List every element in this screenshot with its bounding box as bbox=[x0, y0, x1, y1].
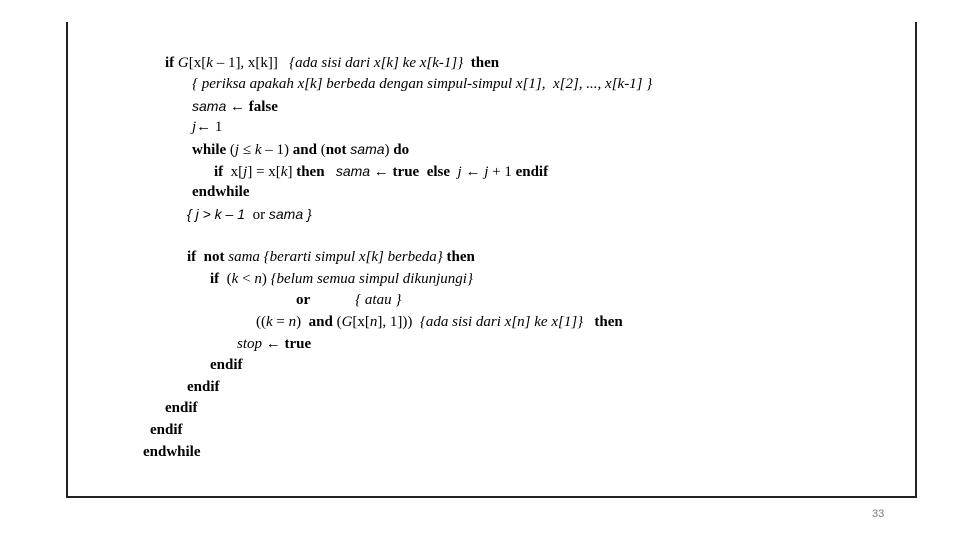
frame-bottom-border bbox=[66, 496, 917, 498]
code-token: if bbox=[210, 271, 220, 287]
code-token: true bbox=[392, 164, 420, 180]
code-token: n bbox=[369, 314, 378, 330]
code-token: {ada sisi dari x[k] ke x[k-1]} bbox=[289, 55, 464, 71]
code-token: endif bbox=[515, 164, 549, 180]
code-token: { atau } bbox=[355, 292, 402, 308]
code-token: ← bbox=[226, 99, 249, 115]
code-token: or bbox=[248, 207, 269, 223]
code-token: ( bbox=[226, 142, 235, 158]
code-token: endif bbox=[210, 357, 243, 373]
code-token: [x[ bbox=[352, 314, 370, 330]
code-token: if bbox=[187, 249, 197, 265]
code-token: { periksa apakah x[k] berbeda dengan simpul-simpul x[1], x[2], ..., x[k-1] } bbox=[192, 76, 653, 92]
code-token: sama bbox=[192, 98, 227, 114]
page-number: 33 bbox=[872, 508, 885, 520]
code-token: ] = x[ bbox=[247, 164, 281, 180]
code-token: then bbox=[296, 164, 325, 180]
code-token: ← bbox=[262, 336, 285, 352]
code-token: ( bbox=[332, 314, 342, 330]
code-line bbox=[296, 291, 401, 309]
code-token: ], 1])) bbox=[377, 314, 420, 330]
code-token: (( bbox=[256, 314, 266, 330]
code-line bbox=[165, 399, 198, 417]
code-token: then bbox=[463, 55, 500, 71]
code-token bbox=[450, 164, 458, 180]
code-token: x[ bbox=[223, 164, 244, 180]
code-line bbox=[187, 248, 475, 266]
code-token: stop bbox=[237, 336, 263, 352]
code-token: = bbox=[272, 314, 289, 330]
code-token: ≤ bbox=[239, 142, 255, 158]
code-token: ) bbox=[261, 271, 271, 287]
code-token: if bbox=[165, 55, 178, 71]
code-line bbox=[192, 75, 652, 93]
code-token: or bbox=[296, 292, 311, 308]
code-token: < bbox=[238, 271, 255, 287]
code-token: ] bbox=[287, 164, 297, 180]
code-token: k bbox=[280, 164, 288, 180]
code-token: endif bbox=[150, 422, 183, 438]
code-line bbox=[237, 335, 311, 353]
code-token bbox=[310, 292, 355, 308]
code-token: + 1 bbox=[488, 164, 516, 180]
code-token bbox=[583, 314, 594, 330]
code-token: not bbox=[325, 142, 347, 158]
code-line bbox=[192, 183, 250, 201]
code-token: j bbox=[243, 164, 248, 180]
code-token: – 1], x[k]] bbox=[212, 55, 290, 71]
code-token: G bbox=[341, 314, 353, 330]
code-line bbox=[210, 356, 243, 374]
code-token: do bbox=[393, 142, 410, 158]
code-token: sama bbox=[350, 141, 385, 157]
code-token: true bbox=[284, 336, 312, 352]
code-line bbox=[187, 378, 220, 396]
code-token: n bbox=[254, 271, 262, 287]
code-token: endif bbox=[165, 400, 198, 416]
code-token: k bbox=[206, 55, 213, 71]
code-token: endwhile bbox=[143, 444, 201, 460]
code-token: while bbox=[192, 142, 227, 158]
code-token: ← bbox=[461, 164, 485, 180]
frame-right-border bbox=[915, 22, 917, 498]
code-token: false bbox=[248, 99, 278, 115]
code-token: j bbox=[192, 119, 197, 135]
code-token: ( bbox=[316, 142, 326, 158]
code-line bbox=[192, 97, 278, 115]
code-line bbox=[256, 313, 623, 331]
code-token: k bbox=[231, 271, 239, 287]
code-token: k bbox=[254, 142, 262, 158]
code-line bbox=[192, 140, 409, 158]
frame-left-border bbox=[66, 22, 68, 498]
code-token bbox=[419, 164, 427, 180]
code-token: sama {berarti simpul x[k] berbeda} bbox=[228, 249, 443, 265]
code-token: sama bbox=[335, 163, 371, 179]
code-line bbox=[150, 421, 183, 439]
code-token: and bbox=[308, 314, 333, 330]
code-line bbox=[210, 270, 473, 288]
code-token: [x[ bbox=[188, 55, 207, 71]
code-token: – 1) bbox=[261, 142, 293, 158]
code-line bbox=[187, 205, 312, 223]
code-token bbox=[196, 249, 204, 265]
code-token bbox=[325, 164, 336, 180]
code-token: j bbox=[234, 142, 240, 158]
code-token: {ada sisi dari x[n] ke x[1]} bbox=[419, 314, 584, 330]
code-token: { j > k – 1 bbox=[187, 206, 249, 222]
code-token: ( bbox=[219, 271, 232, 287]
code-token: ) bbox=[296, 314, 309, 330]
code-token: {belum semua simpul dikunjungi} bbox=[270, 271, 473, 287]
code-token: G bbox=[177, 55, 189, 71]
code-token: n bbox=[288, 314, 297, 330]
code-token: and bbox=[292, 142, 317, 158]
code-token: sama } bbox=[268, 206, 312, 222]
code-token: endif bbox=[187, 379, 220, 395]
code-line bbox=[143, 443, 201, 461]
code-token: else bbox=[426, 164, 451, 180]
code-token: ) bbox=[384, 142, 394, 158]
code-line bbox=[214, 162, 548, 180]
code-line bbox=[192, 118, 222, 136]
code-token: endwhile bbox=[192, 184, 250, 200]
code-token: ← bbox=[370, 164, 393, 180]
code-token: if bbox=[214, 164, 224, 180]
code-token: ← 1 bbox=[196, 119, 223, 135]
code-line bbox=[165, 54, 499, 72]
code-token: not bbox=[203, 249, 225, 265]
code-token: k bbox=[266, 314, 273, 330]
code-token: j bbox=[484, 164, 489, 180]
code-token: then bbox=[442, 249, 475, 265]
code-token: then bbox=[594, 314, 623, 330]
code-token: j bbox=[457, 164, 462, 180]
